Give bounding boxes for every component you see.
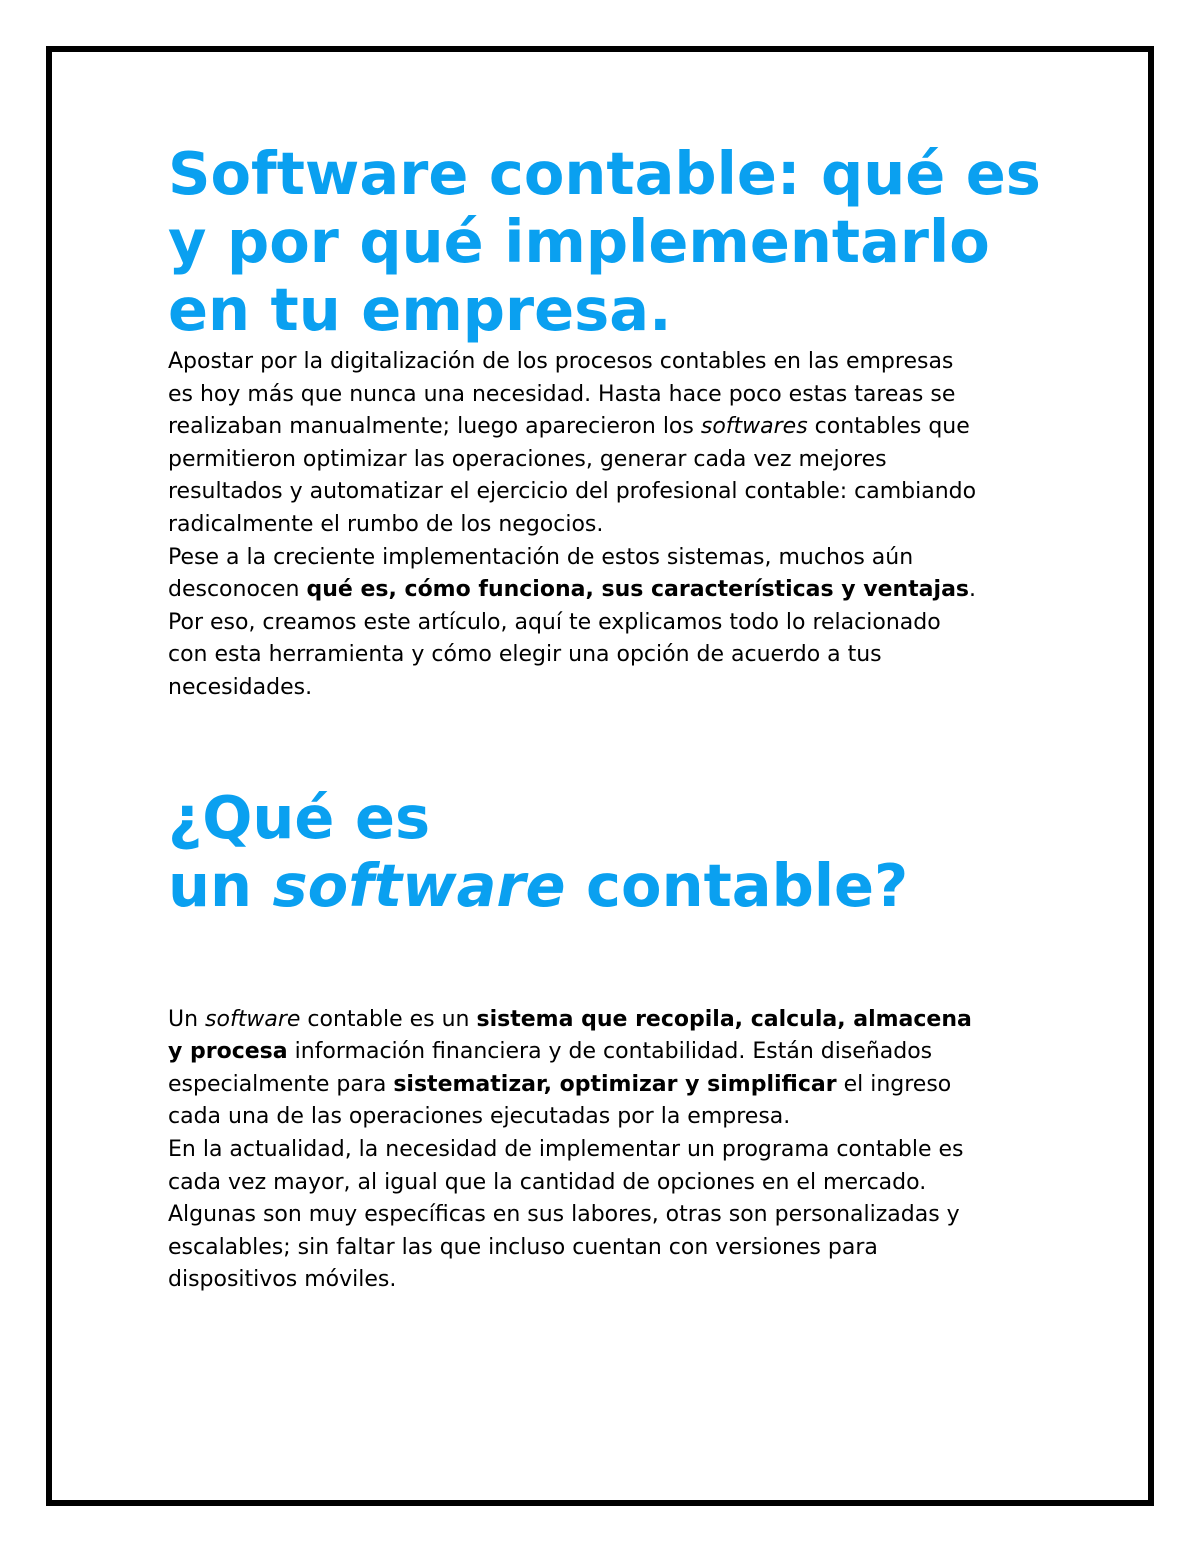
text-run: . (969, 577, 977, 603)
page-title (168, 140, 1048, 344)
text-line: En la actualidad, la necesidad de implementar un programa contable es (168, 1136, 964, 1162)
text-line: permitieron optimizar las operaciones, generar cada vez mejores (168, 446, 887, 472)
text-line (168, 411, 1048, 444)
text-line: Algunas son muy específicas en sus labores, otras son personalizadas y (168, 1202, 960, 1228)
text-run: información financiera y de contabilidad. Están diseñados (287, 1039, 933, 1065)
section-paragraph-2 (168, 1134, 1048, 1297)
bold-phrase: qué es, cómo funciona, sus características y ventajas (306, 577, 970, 603)
text-line: radicalmente el rumbo de los negocios. (168, 511, 604, 537)
bold-phrase: sistematizar, optimizar y simplificar (393, 1071, 837, 1097)
document-body (168, 140, 1048, 1297)
title-line-3: en tu empresa. (168, 275, 672, 344)
section-paragraph-1 (168, 1004, 1048, 1134)
bold-phrase: sistema que recopila, calcula, almacena (476, 1006, 972, 1032)
text-line: cada una de las operaciones ejecutadas por la empresa. (168, 1104, 791, 1130)
text-run: Un (168, 1006, 206, 1032)
italic-term: softwares (700, 414, 808, 440)
text-run: realizaban manualmente; luego aparecieron los (168, 414, 701, 440)
text-line: Pese a la creciente implementación de estos sistemas, muchos aún (168, 544, 914, 570)
text-line: dispositivos móviles. (168, 1267, 397, 1293)
text-run: el ingreso (836, 1071, 952, 1097)
text-line (168, 574, 1048, 607)
text-line: Apostar por la digitalización de los procesos contables en las empresas (168, 349, 954, 374)
heading-run: contable? (565, 850, 909, 920)
text-line: cada vez mayor, al igual que la cantidad de opciones en el mercado. (168, 1169, 927, 1195)
italic-term: software (205, 1006, 301, 1032)
text-run: contable es un (300, 1006, 477, 1032)
text-line: necesidades. (168, 674, 313, 700)
intro-paragraph-2 (168, 542, 1048, 705)
heading-run: un (168, 850, 273, 920)
text-line: Por eso, creamos este artículo, aquí te explicamos todo lo relacionado (168, 609, 941, 635)
text-line: escalables; sin faltar las que incluso cuentan con versiones para (168, 1234, 878, 1260)
section-spacer (168, 705, 1048, 784)
text-run: desconocen (168, 577, 307, 603)
text-line (168, 1069, 1048, 1102)
text-line (168, 1036, 1048, 1069)
text-line: con esta herramienta y cómo elegir una opción de acuerdo a tus (168, 642, 882, 668)
title-line-2: y por qué implementarlo (168, 207, 990, 276)
text-line: es hoy más que nunca una necesidad. Hasta hace poco estas tareas se (168, 381, 956, 407)
text-line (168, 1004, 1048, 1037)
section-heading (168, 784, 1048, 920)
text-run: especialmente para (168, 1071, 394, 1097)
section-spacer (168, 920, 1048, 1004)
text-line: resultados y automatizar el ejercicio del profesional contable: cambiando (168, 479, 977, 505)
intro-paragraph-1 (168, 346, 1048, 542)
section-heading-line-1: ¿Qué es (168, 782, 431, 852)
title-line-1: Software contable: qué es (168, 139, 1041, 208)
text-run: contables que (807, 414, 970, 440)
section-heading-line-2 (168, 852, 1048, 920)
bold-phrase: y procesa (168, 1039, 288, 1065)
heading-italic-term: software (272, 850, 566, 920)
